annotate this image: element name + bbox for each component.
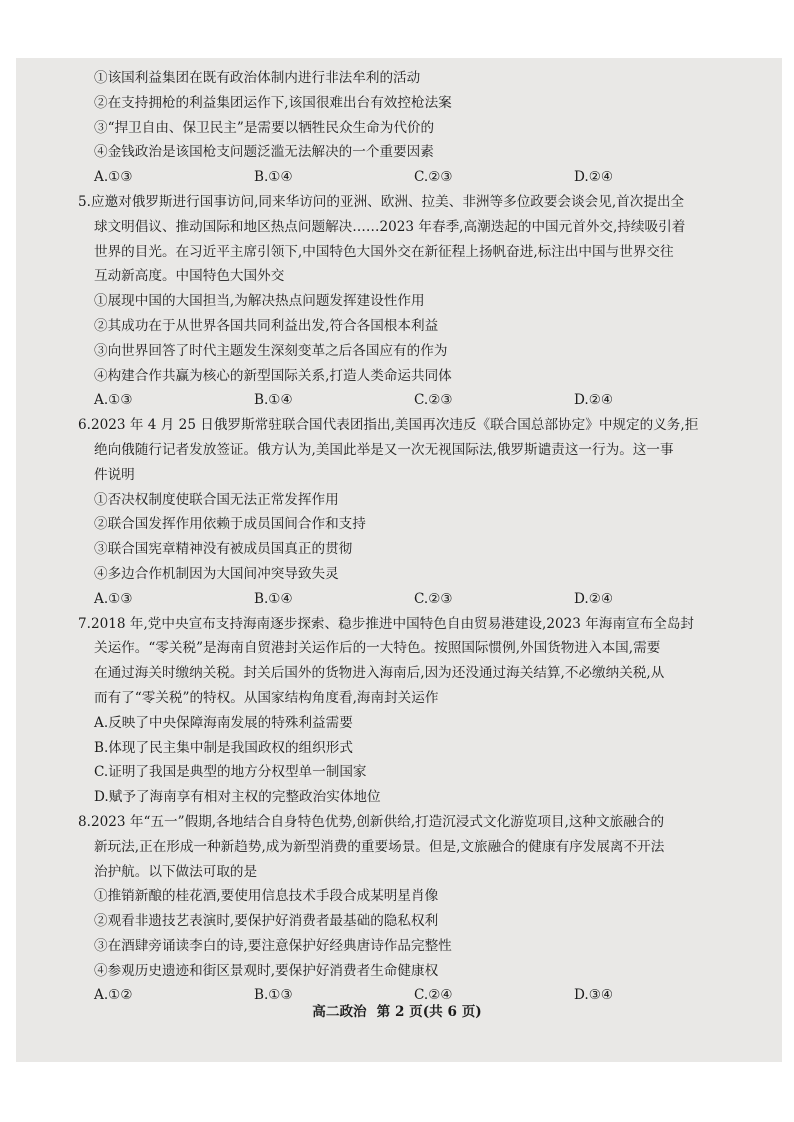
statement-item: ②观看非遗技艺表演时,要保护好消费者最基础的隐私权利 (94, 913, 439, 930)
question-5-options (78, 388, 748, 413)
statement-item: ③在酒肆旁诵读李白的诗,要注意保护好经典唐诗作品完整性 (94, 937, 452, 954)
option-a: A.①② (94, 987, 133, 1004)
option-b: B.①③ (254, 987, 293, 1004)
statement-item: ②在支持拥枪的利益集团运作下,该国很难出台有效控枪法案 (94, 94, 452, 111)
footer-subject: 高二政治 (312, 1004, 367, 1020)
stem-line: 6.2023 年 4 月 25 日俄罗斯常驻联合国代表团指出,美国再次违反《联合国总部协定》中规定的义务,拒 (78, 417, 699, 434)
statement-item: ④构建合作共赢为核心的新型国际关系,打造人类命运共同体 (94, 367, 452, 384)
option-d: D.②④ (574, 169, 614, 186)
statement-item: ①展现中国的大国担当,为解决热点问题发挥建设性作用 (94, 293, 425, 310)
option-a: A.①③ (94, 590, 133, 607)
option-c: C.②③ (414, 590, 453, 607)
question-8-stem (78, 810, 748, 884)
statement-item: ④多边合作机制因为大国间冲突导致失灵 (94, 565, 339, 582)
option-b: B.①④ (254, 590, 293, 607)
option-c: C.②③ (414, 392, 453, 409)
statement-item: ④金钱政治是该国枪支问题泛滥无法解决的一个重要因素 (94, 144, 434, 161)
stem-line: 新玩法,正在形成一种新趋势,成为新型消费的重要场景。但是,文旅融合的健康有序发展离不开法 (94, 838, 665, 855)
question-7-options (78, 711, 748, 810)
question-6-stem (78, 413, 748, 487)
option-b: B.体现了民主集中制是我国政权的组织形式 (94, 739, 353, 756)
statement-item: ③向世界回答了时代主题发生深刻变革之后各国应有的作为 (94, 342, 448, 359)
question-5-items (78, 289, 748, 388)
question-4-items (78, 66, 748, 165)
statement-item: ②联合国发挥作用依赖于成员国间合作和支持 (94, 516, 366, 533)
statement-item: ①推销新酿的桂花酒,要使用信息技术手段合成某明星肖像 (94, 888, 439, 905)
option-d: D.②④ (574, 392, 614, 409)
statement-item: ②其成功在于从世界各国共同利益出发,符合各国根本利益 (94, 317, 439, 334)
option-d: D.②④ (574, 590, 614, 607)
option-a: A.反映了中央保障海南发展的特殊利益需要 (94, 714, 353, 731)
question-6-items (78, 488, 748, 587)
stem-line: 治护航。以下做法可取的是 (94, 863, 258, 880)
option-d: D.赋予了海南享有相对主权的完整政治实体地位 (94, 789, 381, 806)
question-5-stem (78, 190, 748, 289)
stem-line: 7.2018 年,党中央宣布支持海南逐步探索、稳步推进中国特色自由贸易港建设,2023 年海南宣布全岛封 (78, 615, 695, 632)
option-c: C.②④ (414, 987, 453, 1004)
stem-line: 互动新高度。中国特色大国外交 (94, 268, 285, 285)
option-a: A.①③ (94, 392, 133, 409)
stem-line: 5.应邀对俄罗斯进行国事访问,同来华访问的亚洲、欧洲、拉美、非洲等多位政要会谈会见,首次提出全 (78, 193, 685, 210)
stem-line: 8.2023 年“五一”假期,各地结合自身特色优势,创新供给,打造沉浸式文化游览项目,这种文旅融合的 (78, 813, 665, 830)
option-c: C.证明了我国是典型的地方分权型单一制国家 (94, 764, 367, 781)
page-footer (0, 1000, 794, 1020)
stem-line: 球文明倡议、推动国际和地区热点问题解决……2023 年春季,高潮迭起的中国元首外交,持续吸引着 (94, 218, 686, 235)
question-8-items (78, 884, 748, 983)
question-6-options (78, 587, 748, 612)
exam-page (78, 66, 748, 1008)
option-b: B.①④ (254, 392, 293, 409)
statement-item: ③联合国宪章精神没有被成员国真正的贯彻 (94, 541, 353, 558)
stem-line: 而有了“零关税”的特权。从国家结构角度看,海南封关运作 (94, 689, 439, 706)
statement-item: ①否决权制度使联合国无法正常发挥作用 (94, 491, 339, 508)
statement-item: ③“捍卫自由、保卫民主”是需要以牺牲民众生命为代价的 (94, 119, 435, 136)
stem-line: 绝向俄随行记者发放签证。俄方认为,美国此举是又一次无视国际法,俄罗斯谴责这一行为。这一事 (94, 441, 674, 458)
stem-line: 在通过海关时缴纳关税。封关后国外的货物进入海南后,因为还没通过海关结算,不必缴纳关税,从 (94, 665, 665, 682)
option-c: C.②③ (414, 169, 453, 186)
statement-item: ④参观历史遗迹和街区景观时,要保护好消费者生命健康权 (94, 962, 439, 979)
option-d: D.③④ (574, 987, 614, 1004)
option-a: A.①③ (94, 169, 133, 186)
option-b: B.①④ (254, 169, 293, 186)
stem-line: 世界的目光。在习近平主席引领下,中国特色大国外交在新征程上扬帆奋进,标注出中国与世界交往 (94, 243, 674, 260)
question-4-options (78, 165, 748, 190)
statement-item: ①该国利益集团在既有政治体制内进行非法牟利的活动 (94, 70, 421, 86)
stem-line: 关运作。“零关税”是海南自贸港封关运作后的一大特色。按照国际惯例,外国货物进入本国,需要 (94, 640, 661, 657)
question-7-stem (78, 612, 748, 711)
stem-line: 件说明 (94, 466, 135, 483)
footer-page-number: 第 2 页(共 6 页) (376, 1004, 482, 1020)
